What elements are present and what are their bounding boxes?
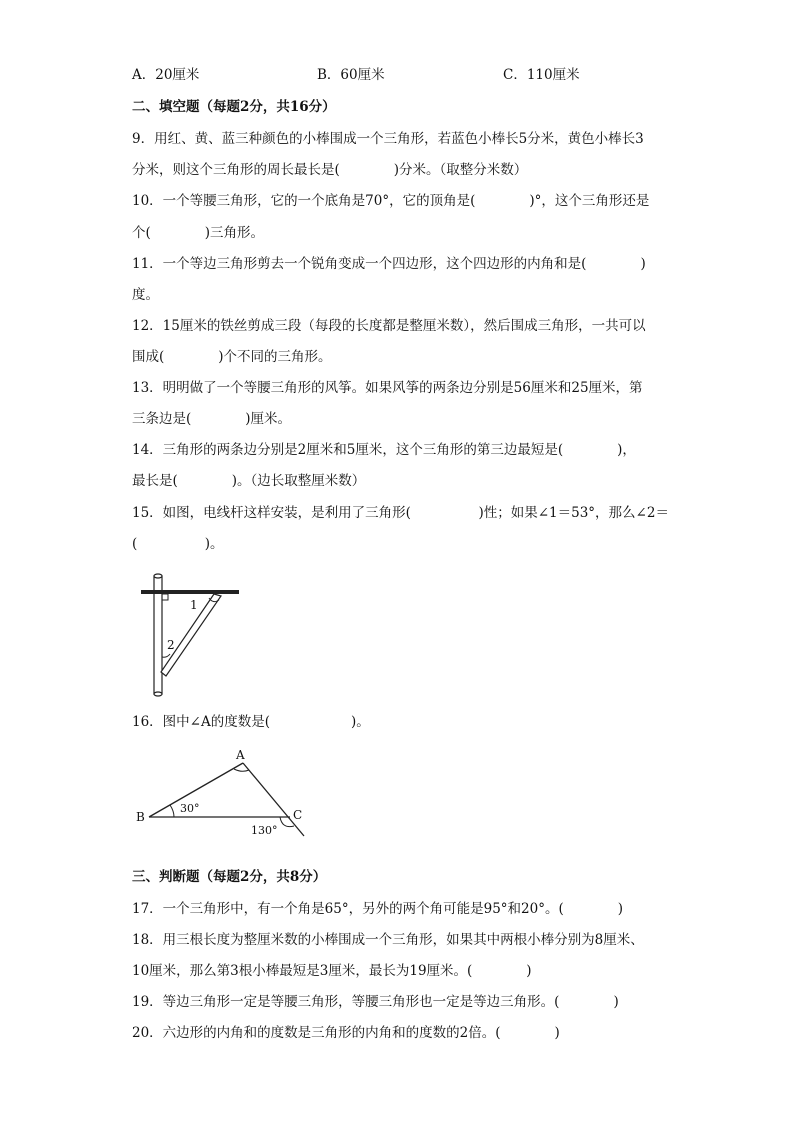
angle-1-label: 1 (190, 598, 198, 612)
crossbar (141, 590, 239, 594)
question-10-line-2: 个( )三角形。 (132, 225, 265, 241)
angle-a-arc (234, 769, 249, 771)
vertex-b-label: B (136, 810, 145, 824)
angle-130-label: 130° (251, 824, 278, 837)
question-13-line-1: 13．明明做了一个等腰三角形的风筝。如果风筝的两条边分别是56厘米和25厘米，第 (132, 380, 643, 396)
right-angle-mark (162, 594, 168, 600)
option-a: A．20厘米 (132, 67, 200, 83)
figure-pole (135, 568, 245, 700)
question-12-line-1: 12．15厘米的铁丝剪成三段（每段的长度都是整厘米数），然后围成三角形，一共可以 (132, 318, 646, 334)
section-heading-true-false: 三、判断题（每题2分，共8分） (132, 869, 327, 885)
vertex-a-label: A (236, 748, 245, 762)
question-15-line-1: 15．如图，电线杆这样安装，是利用了三角形( )性；如果∠1＝53°，那么∠2＝ (132, 505, 669, 521)
question-14-line-2: 最长是( )。（边长取整厘米数） (132, 473, 366, 489)
question-16: 16．图中∠A的度数是( )。 (132, 714, 370, 730)
question-9-line-1: 9．用红、黄、蓝三种颜色的小棒围成一个三角形，若蓝色小棒长5分米，黄色小棒长3 (132, 131, 644, 147)
pole-bottom (154, 692, 162, 696)
question-18-line-1: 18．用三根长度为整厘米数的小棒围成一个三角形，如果其中两根小棒分别为8厘米、 (132, 932, 644, 948)
section-heading-fill-in: 二、填空题（每题2分，共16分） (132, 99, 336, 115)
angle-30-label: 30° (180, 802, 200, 815)
question-19: 19．等边三角形一定是等腰三角形，等腰三角形也一定是等边三角形。( ) (132, 994, 619, 1010)
question-9-line-2: 分米，则这个三角形的周长最长是( )分米。（取整分米数） (132, 162, 528, 178)
angle-b-arc (170, 805, 174, 817)
question-13-line-2: 三条边是( )厘米。 (132, 411, 292, 427)
question-17: 17．一个三角形中，有一个角是65°，另外的两个角可能是95°和20°。( ) (132, 901, 623, 917)
question-12-line-2: 围成( )个不同的三角形。 (132, 349, 332, 365)
figure-triangle (130, 745, 320, 845)
question-14-line-1: 14．三角形的两条边分别是2厘米和5厘米，这个三角形的第三边最短是( )， (132, 442, 636, 458)
option-c: C．110厘米 (503, 67, 580, 83)
pole-top (154, 574, 162, 578)
question-15-line-2: ( )。 (132, 536, 224, 552)
question-18-line-2: 10厘米，那么第3根小棒最短是3厘米，最长为19厘米。( ) (132, 963, 532, 979)
question-10-line-1: 10．一个等腰三角形，它的一个底角是70°，它的顶角是( )°，这个三角形还是 (132, 193, 650, 209)
question-11-line-1: 11．一个等边三角形剪去一个锐角变成一个四边形，这个四边形的内角和是( ) (132, 256, 646, 272)
option-b: B．60厘米 (317, 67, 385, 83)
question-11-line-2: 度。 (132, 287, 159, 303)
vertex-c-label: C (293, 808, 303, 822)
angle-2-label: 2 (167, 638, 175, 652)
question-20: 20．六边形的内角和的度数是三角形的内角和的度数的2倍。( ) (132, 1025, 560, 1041)
angle-2-arc (162, 654, 170, 657)
